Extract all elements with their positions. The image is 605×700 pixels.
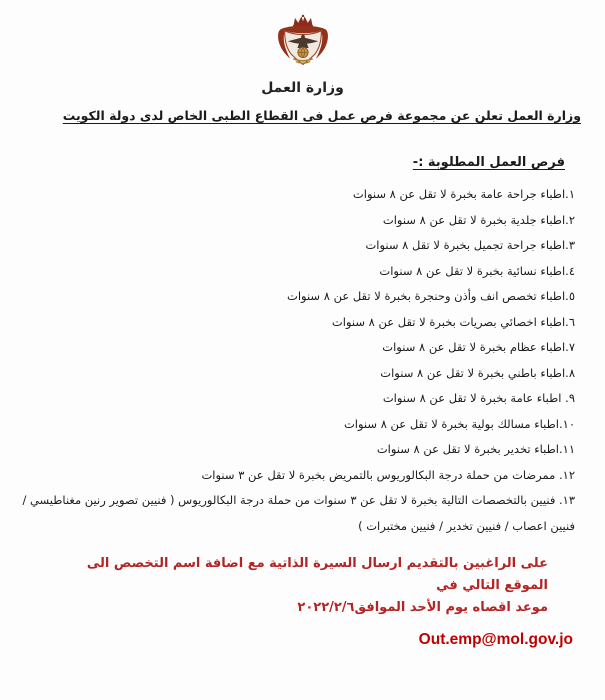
job-item-12: ١٢. ممرضات من حملة درجة البكالوريوس بالتمريض بخبرة لا تقل عن ٣ سنوات (201, 467, 575, 482)
application-email: Out.emp@mol.gov.jo (418, 631, 573, 648)
application-instructions-line-2: موعد اقصاه يوم الأحد الموافق٢٠٢٢/٢/٦ (297, 600, 548, 615)
job-item-1: ١.اطباء جراحة عامة بخبرة لا تقل عن ٨ سنوات (352, 187, 575, 201)
job-item-3: ٣.اطباء جراحة تجميل بخبرة لا تقل ٨ سنوات (365, 238, 575, 252)
application-instructions (0, 553, 605, 619)
document-header (0, 0, 605, 96)
job-item-9: ٩. اطباء عامة بخبرة لا تقل عن ٨ سنوات (382, 391, 575, 405)
job-item-4: ٤.اطباء نسائية بخبرة لا تقل عن ٨ سنوات (379, 263, 575, 278)
job-item-5: ٥.اطباء تخصص انف وأذن وحنجرة بخبرة لا تقل عن ٨ سنوات (287, 289, 575, 303)
job-item-10: ١٠.اطباء مسالك بولية بخبرة لا تقل عن ٨ سنوات (343, 416, 575, 431)
ministry-name: وزارة العمل (261, 80, 344, 96)
job-item-6: ٦.اطباء اخصائي بصريات بخبرة لا تقل عن ٨ سنوات (331, 314, 575, 329)
job-item-2: ٢.اطباء جلدية بخبرة لا تقل عن ٨ سنوات (382, 212, 575, 227)
job-item-11: ١١.اطباء تخدير بخبرة لا تقل عن ٨ سنوات (376, 442, 575, 456)
jordan-coat-of-arms-icon (266, 14, 340, 78)
job-item-7: ٧.اطباء عظام بخبرة لا تقل عن ٨ سنوات (382, 340, 575, 354)
job-list (0, 182, 605, 539)
application-instructions-line-1: على الراغبين بالتقديم ارسال السيرة الذاتية مع اضافة اسم التخصص الى الموقع التالي في (86, 556, 548, 593)
announcement-title: وزارة العمل تعلن عن مجموعة فرص عمل فى القطاع الطبى الخاص لدى دولة الكويت (62, 108, 581, 123)
job-item-8: ٨.اطباء باطني بخبرة لا تقل عن ٨ سنوات (380, 365, 575, 380)
jobs-section-heading: فرص العمل المطلوبة :- (412, 155, 565, 170)
job-item-13: ١٣. فنيين بالتخصصات التالية بخبرة لا تقل عن ٣ سنوات من حملة درجة البكالوريوس ( فنيين تصوير رنين مغناطيسي / فنيين اعصاب / فنيين تخدير / فنيين مختبرات ) (22, 493, 575, 533)
